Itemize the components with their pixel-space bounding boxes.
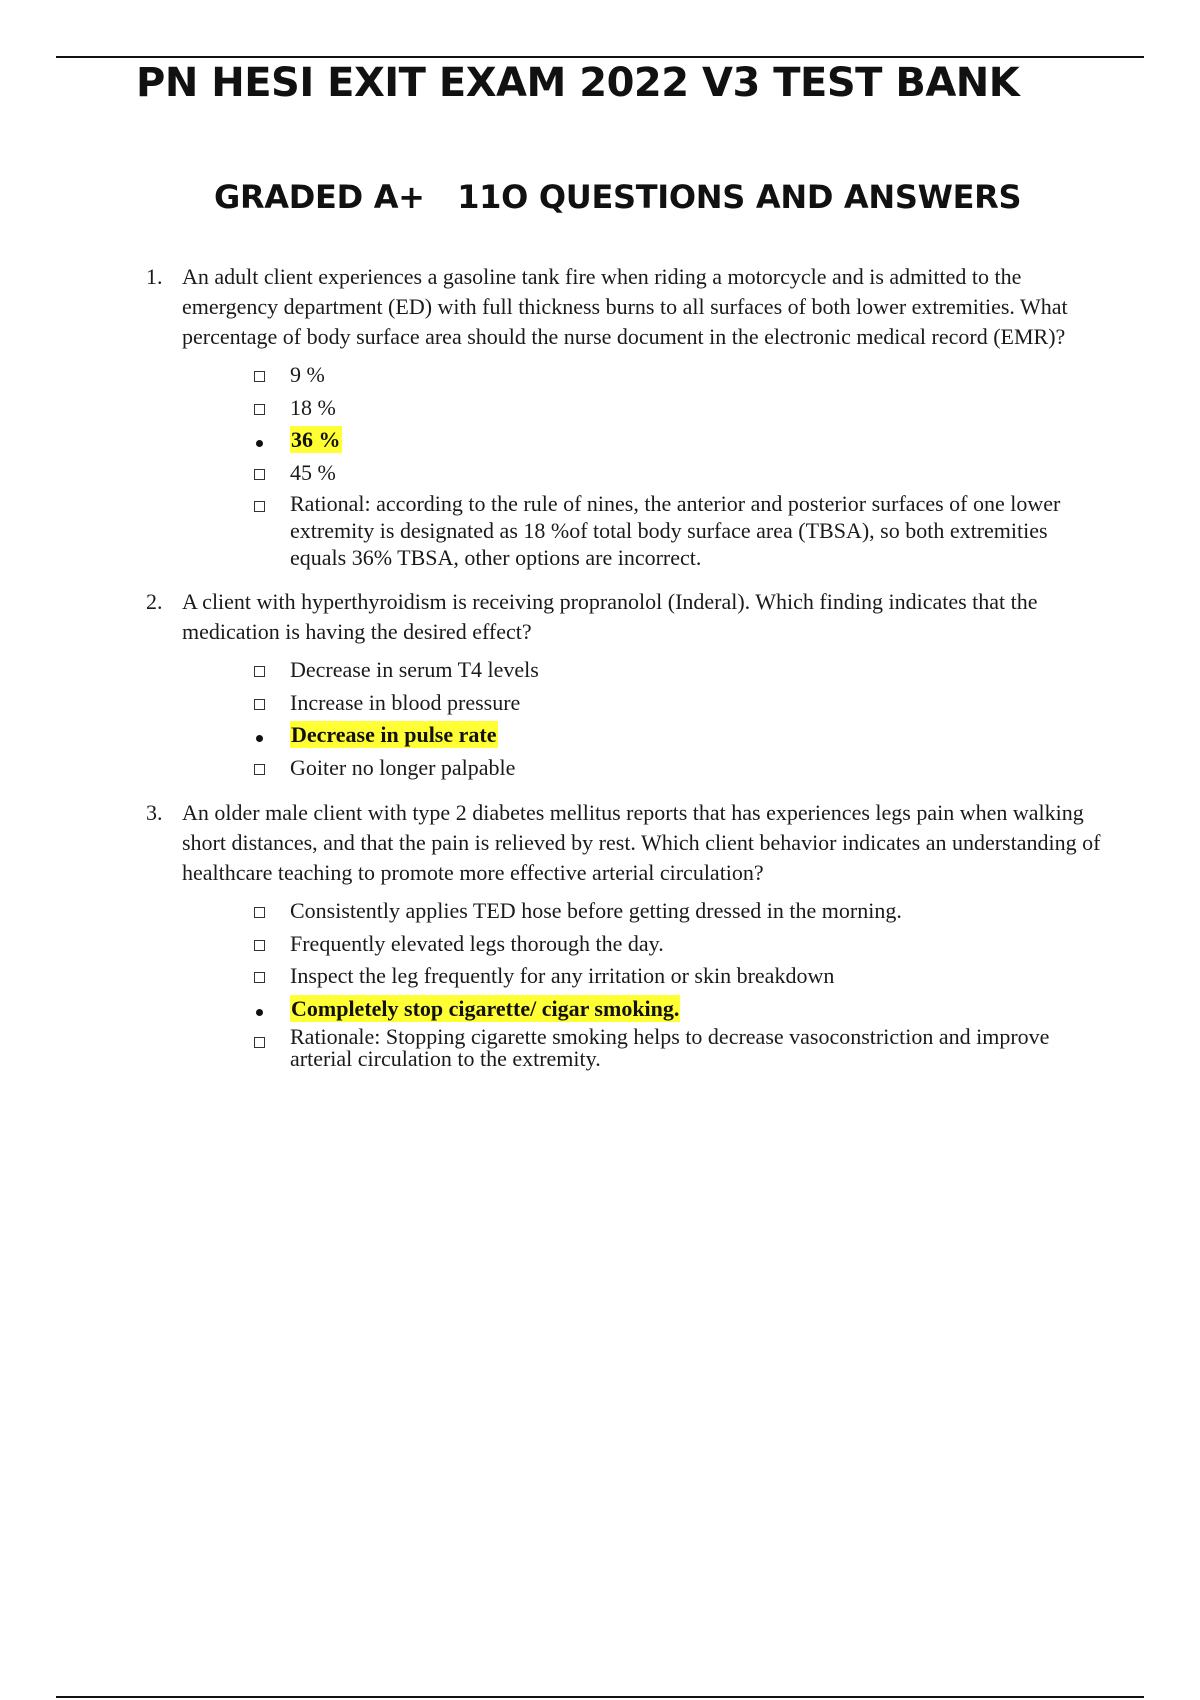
question-number: 1. bbox=[146, 264, 163, 289]
correct-answer-option bbox=[246, 425, 1098, 455]
checkbox-icon bbox=[254, 666, 265, 677]
document-title: PN HESI EXIT EXAM 2022 V3 TEST BANK bbox=[136, 60, 1020, 106]
answer-options bbox=[182, 655, 1098, 782]
question-text: An adult client experiences a gasoline tank fire when riding a motorcycle and is admitted to the emergency department (ED) with full thickness burns to all surfaces of both lower extremities. What percentage of body surface area should the nurse document in the electronic medical record (EMR)? bbox=[182, 264, 1068, 349]
bullet-icon bbox=[256, 1009, 263, 1016]
question-3 bbox=[138, 798, 1101, 1071]
option-text: Consistently applies TED hose before getting dressed in the morning. bbox=[290, 898, 902, 923]
correct-answer-text: 36 % bbox=[291, 427, 341, 452]
checkbox-icon bbox=[254, 404, 265, 415]
question-text: An older male client with type 2 diabetes mellitus reports that has experiences legs pain when walking short distances, and that the pain is relieved by rest. Which client behavior indicates an understanding of healthcare teaching to promote more effective arterial circulation? bbox=[182, 800, 1101, 885]
correct-answer-text: Decrease in pulse rate bbox=[291, 722, 497, 747]
answer-option bbox=[246, 961, 1098, 991]
answer-option bbox=[246, 655, 1098, 685]
correct-answer-option bbox=[246, 720, 1098, 750]
option-text: 18 % bbox=[290, 394, 336, 420]
answer-option bbox=[246, 360, 1098, 390]
rationale-text: Rationale: Stopping cigarette smoking helps to decrease vasoconstriction and improve arterial circulation to the extremity. bbox=[290, 1024, 1050, 1071]
checkbox-icon bbox=[254, 972, 265, 983]
correct-answer-option bbox=[246, 994, 1098, 1024]
answer-option bbox=[246, 393, 1098, 423]
answer-option bbox=[246, 896, 1098, 926]
top-rule bbox=[56, 56, 1144, 58]
question-1 bbox=[138, 262, 1098, 571]
checkbox-icon bbox=[254, 940, 265, 951]
answer-options bbox=[182, 896, 1098, 1070]
answer-option bbox=[246, 458, 1098, 488]
question-list bbox=[138, 262, 1101, 1086]
correct-answer-text: Completely stop cigarette/ cigar smoking. bbox=[291, 995, 680, 1021]
checkbox-icon bbox=[254, 907, 265, 918]
answer-option bbox=[246, 929, 1098, 959]
option-text: Inspect the leg frequently for any irritation or skin breakdown bbox=[290, 963, 835, 988]
checkbox-icon bbox=[254, 501, 265, 512]
rationale bbox=[246, 490, 1098, 571]
checkbox-icon bbox=[254, 764, 265, 775]
checkbox-icon bbox=[254, 1037, 265, 1048]
option-text: Goiter no longer palpable bbox=[290, 754, 516, 780]
rationale-text: Rational: according to the rule of nines, the anterior and posterior surfaces of one lower extremity is designated as 18 %of total body surface area (TBSA), so both extremities equals 36% TBSA, other options are incorrect. bbox=[290, 491, 1061, 570]
answer-option bbox=[246, 688, 1098, 718]
question-2 bbox=[138, 587, 1098, 782]
bullet-icon bbox=[256, 440, 263, 447]
option-text: 45 % bbox=[290, 459, 336, 485]
checkbox-icon bbox=[254, 371, 265, 382]
rationale bbox=[246, 1026, 1098, 1070]
answer-option bbox=[246, 753, 1098, 783]
bottom-rule bbox=[56, 1696, 1144, 1698]
checkbox-icon bbox=[254, 699, 265, 710]
option-text: Frequently elevated legs thorough the day. bbox=[290, 930, 664, 956]
bullet-icon bbox=[256, 735, 263, 742]
question-text: A client with hyperthyroidism is receiving propranolol (Inderal). Which finding indicates that the medication is having the desired effect? bbox=[182, 589, 1038, 644]
checkbox-icon bbox=[254, 469, 265, 480]
option-text: Decrease in serum T4 levels bbox=[290, 657, 539, 682]
option-text: Increase in blood pressure bbox=[290, 689, 521, 715]
answer-options bbox=[182, 360, 1098, 571]
question-number: 2. bbox=[146, 589, 163, 614]
option-text: 9 % bbox=[290, 362, 325, 387]
question-number: 3. bbox=[146, 800, 163, 825]
document-subtitle: GRADED A+ 11O QUESTIONS AND ANSWERS bbox=[214, 178, 1022, 216]
